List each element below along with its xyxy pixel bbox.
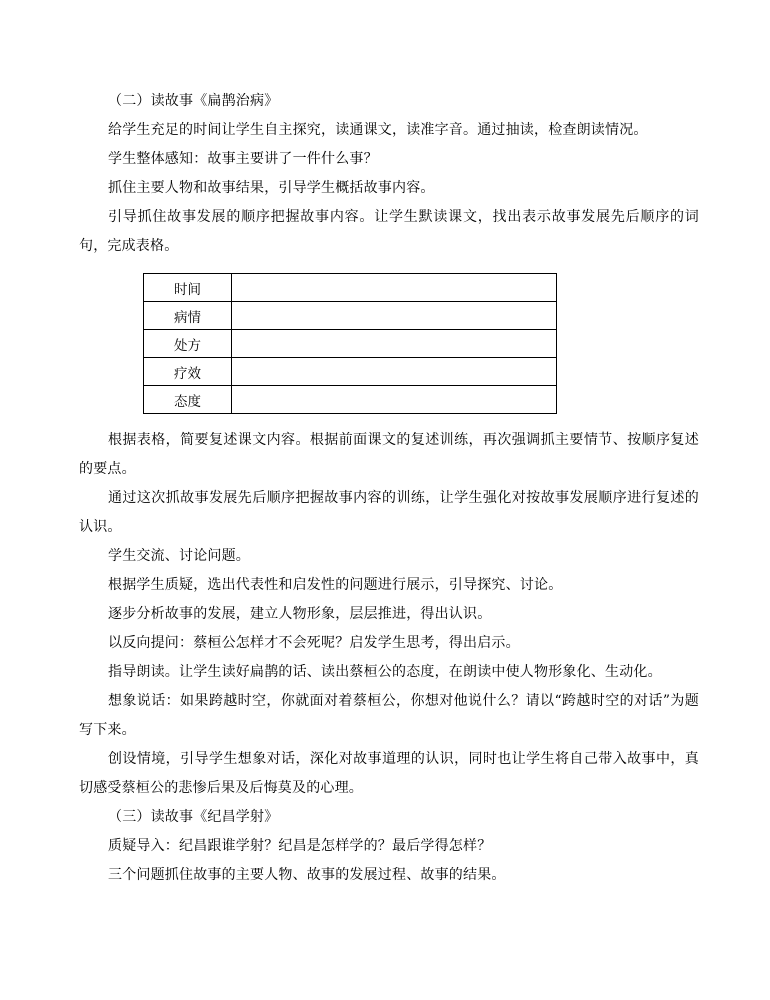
paragraph: 质疑导入：纪昌跟谁学射？纪昌是怎样学的？最后学得怎样？ <box>108 838 492 854</box>
table-cell-blank <box>232 330 557 358</box>
paragraph: 抓住主要人物和故事结果，引导学生概括故事内容。 <box>108 180 435 196</box>
section-heading-bianque: （二）读故事《扁鹊治病》 <box>108 93 279 109</box>
paragraph: 创设情境，引导学生想象对话，深化对故事道理的认识，同时也让学生将自己带入故事中，真切感受蔡桓公的悲惨后果及后悔莫及的心理。 <box>79 751 699 796</box>
paragraph: 逐步分析故事的发展，建立人物形象，层层推进，得出认识。 <box>108 606 492 622</box>
table-row <box>144 330 557 358</box>
section-heading-jichang: （三）读故事《纪昌学射》 <box>108 809 279 825</box>
table-row <box>144 274 557 302</box>
table-row <box>144 302 557 330</box>
paragraph: 三个问题抓住故事的主要人物、故事的发展过程、故事的结果。 <box>108 867 506 883</box>
paragraph: 根据学生质疑，选出代表性和启发性的问题进行展示，引导探究、讨论。 <box>108 577 563 593</box>
paragraph: 学生整体感知：故事主要讲了一件什么事？ <box>108 151 378 167</box>
story-table-wrapper <box>143 273 557 414</box>
table-cell-blank <box>232 386 557 414</box>
table-row <box>144 386 557 414</box>
table-row-label: 态度 <box>144 386 232 414</box>
paragraph: 以反向提问：蔡桓公怎样才不会死呢？启发学生思考，得出启示。 <box>108 635 520 651</box>
table-row <box>144 358 557 386</box>
table-cell-blank <box>232 358 557 386</box>
story-order-table <box>143 273 557 414</box>
paragraph: 指导朗读。让学生读好扁鹊的话、读出蔡桓公的态度，在朗读中使人物形象化、生动化。 <box>108 664 662 680</box>
table-cell-blank <box>232 274 557 302</box>
paragraph: 给学生充足的时间让学生自主探究，读通课文，读准字音。通过抽读，检查朗读情况。 <box>108 122 648 138</box>
table-cell-blank <box>232 302 557 330</box>
table-row-label: 时间 <box>144 274 232 302</box>
table-row-label: 处方 <box>144 330 232 358</box>
table-row-label: 疗效 <box>144 358 232 386</box>
paragraph: 想象说话：如果跨越时空，你就面对着蔡桓公，你想对他说什么？请以“跨越时空的对话”为题写下来。 <box>79 693 699 738</box>
paragraph: 引导抓住故事发展的顺序把握故事内容。让学生默读课文，找出表示故事发展先后顺序的词句，完成表格。 <box>79 209 699 254</box>
paragraph: 根据表格，简要复述课文内容。根据前面课文的复述训练，再次强调抓主要情节、按顺序复述的要点。 <box>79 432 699 477</box>
paragraph: 学生交流、讨论问题。 <box>108 548 250 564</box>
table-row-label: 病情 <box>144 302 232 330</box>
document-body <box>79 87 699 890</box>
paragraph: 通过这次抓故事发展先后顺序把握故事内容的训练，让学生强化对按故事发展顺序进行复述的认识。 <box>79 490 699 535</box>
